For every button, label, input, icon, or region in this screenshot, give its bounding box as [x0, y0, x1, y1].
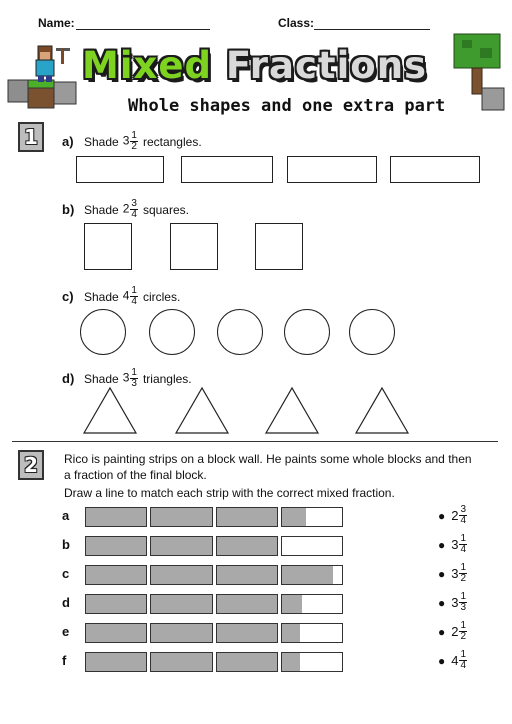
strip-block — [150, 623, 212, 643]
mixed-whole: 3 — [122, 133, 130, 148]
denominator: 4 — [460, 515, 467, 526]
triangles-row — [82, 386, 422, 436]
part-letter: b) — [62, 202, 75, 217]
fraction — [459, 505, 467, 526]
strip-block — [150, 652, 212, 672]
numerator: 1 — [131, 367, 137, 378]
worksheet-title — [82, 44, 427, 87]
fraction — [459, 621, 467, 642]
circle-shape[interactable] — [80, 309, 126, 355]
numerator: 1 — [460, 562, 467, 573]
circle-shape[interactable] — [284, 309, 330, 355]
strip-block — [85, 623, 147, 643]
q2-instruction: Draw a line to match each strip with the correct mixed fraction. — [64, 486, 395, 500]
fraction — [130, 199, 138, 220]
circle-shape[interactable] — [349, 309, 395, 355]
miner-blocks-illustration — [4, 40, 84, 112]
q2-text-line-2: a fraction of the final block. — [64, 468, 207, 482]
strip-block — [85, 594, 147, 614]
strip-block — [150, 565, 212, 585]
paint-strip[interactable] — [85, 565, 343, 585]
bullet-dot-icon: ● — [438, 508, 446, 523]
answer-option[interactable] — [438, 505, 468, 526]
part-prefix: Shade — [84, 202, 119, 217]
triangle-shape — [176, 388, 228, 433]
numerator: 1 — [460, 620, 467, 631]
mixed-whole: 3 — [451, 566, 459, 581]
answer-option[interactable] — [438, 621, 468, 642]
mixed-whole: 2 — [122, 201, 130, 216]
numerator: 1 — [460, 591, 467, 602]
fraction — [130, 286, 138, 307]
strip-block — [281, 565, 343, 585]
numerator: 1 — [131, 130, 137, 141]
strip-block — [85, 565, 147, 585]
strip-block — [281, 536, 343, 556]
title-word-mixed: Mixed — [82, 44, 212, 87]
strip-block — [150, 536, 212, 556]
mixed-whole: 3 — [451, 537, 459, 552]
part-prefix: Shade — [84, 134, 119, 149]
denominator: 2 — [131, 141, 137, 152]
square-shape[interactable] — [84, 223, 132, 270]
rectangle-shape[interactable] — [390, 156, 480, 183]
strip-block — [216, 536, 278, 556]
strip-label: d — [62, 595, 70, 610]
denominator: 2 — [460, 631, 467, 642]
strip-block — [150, 507, 212, 527]
mixed-whole: 4 — [122, 288, 130, 303]
numerator: 3 — [460, 504, 467, 515]
denominator: 3 — [460, 602, 467, 613]
answer-option[interactable] — [438, 592, 468, 613]
strip-block — [216, 623, 278, 643]
paint-strip[interactable] — [85, 536, 343, 556]
fraction — [459, 650, 467, 671]
square-shape[interactable] — [170, 223, 218, 270]
mixed-whole: 3 — [122, 370, 130, 385]
mixed-fraction — [123, 199, 139, 220]
class-field[interactable] — [314, 29, 430, 30]
bullet-dot-icon: ● — [438, 566, 446, 581]
q1-part-3 — [62, 286, 180, 307]
part-suffix: triangles. — [142, 371, 192, 386]
strip-block — [216, 594, 278, 614]
part-suffix: circles. — [142, 289, 181, 304]
numerator: 1 — [131, 285, 137, 296]
answer-option[interactable] — [438, 650, 468, 671]
fraction — [130, 131, 138, 152]
strip-block — [216, 565, 278, 585]
strip-block — [85, 652, 147, 672]
strip-block — [281, 623, 343, 643]
answer-option[interactable] — [438, 534, 468, 555]
rectangle-shape[interactable] — [287, 156, 377, 183]
strip-label: b — [62, 537, 70, 552]
section-divider — [12, 441, 498, 442]
mixed-whole: 2 — [451, 624, 459, 639]
strip-label: a — [62, 508, 70, 523]
denominator: 4 — [131, 296, 137, 307]
strip-block — [85, 507, 147, 527]
q2-text-line-1: Rico is painting strips on a block wall. He paints some whole blocks and then — [64, 452, 472, 466]
circle-shape[interactable] — [217, 309, 263, 355]
subtitle: Whole shapes and one extra part — [128, 96, 446, 116]
strip-block — [281, 594, 343, 614]
circle-shape[interactable] — [149, 309, 195, 355]
class-label: Class: — [278, 16, 315, 30]
mixed-fraction — [123, 131, 139, 152]
denominator: 4 — [460, 544, 467, 555]
denominator: 4 — [460, 660, 467, 671]
rectangle-shape[interactable] — [76, 156, 164, 183]
triangle-shape — [84, 388, 136, 433]
strip-label: f — [62, 653, 67, 668]
fraction — [459, 592, 467, 613]
bullet-dot-icon: ● — [438, 624, 446, 639]
part-prefix: Shade — [84, 289, 119, 304]
strip-block — [216, 507, 278, 527]
paint-strip[interactable] — [85, 507, 343, 527]
part-suffix: squares. — [142, 202, 189, 217]
part-suffix: rectangles. — [142, 134, 202, 149]
numerator: 1 — [460, 533, 467, 544]
mixed-fraction — [123, 286, 139, 307]
fraction — [459, 563, 467, 584]
mixed-whole: 3 — [451, 595, 459, 610]
mixed-whole: 2 — [451, 508, 459, 523]
q1-part-2 — [62, 199, 189, 220]
square-shape[interactable] — [255, 223, 303, 270]
strip-block — [150, 594, 212, 614]
name-field[interactable] — [76, 29, 210, 30]
part-letter: c) — [62, 289, 74, 304]
strip-block — [85, 536, 147, 556]
strip-block — [281, 507, 343, 527]
strip-block — [281, 652, 343, 672]
part-letter: d) — [62, 371, 75, 386]
fraction — [459, 534, 467, 555]
numerator: 1 — [460, 649, 467, 660]
question-1-badge: 1 — [18, 122, 44, 152]
triangle-shape — [266, 388, 318, 433]
part-letter: a) — [62, 134, 74, 149]
rectangle-shape[interactable] — [181, 156, 273, 183]
denominator: 3 — [131, 378, 137, 389]
title-word-fractions: Fractions — [225, 44, 428, 87]
mixed-whole: 4 — [451, 653, 459, 668]
name-label: Name: — [38, 16, 75, 30]
numerator: 3 — [131, 198, 137, 209]
paint-strip[interactable] — [85, 594, 343, 614]
bullet-dot-icon: ● — [438, 537, 446, 552]
strip-label: c — [62, 566, 70, 581]
denominator: 2 — [460, 573, 467, 584]
denominator: 4 — [131, 209, 137, 220]
paint-strip[interactable] — [85, 623, 343, 643]
strip-label: e — [62, 624, 70, 639]
tree-blocks-illustration — [448, 30, 510, 114]
bullet-dot-icon: ● — [438, 653, 446, 668]
bullet-dot-icon: ● — [438, 595, 446, 610]
part-prefix: Shade — [84, 371, 119, 386]
question-2-badge: 2 — [18, 450, 44, 480]
q1-part-1 — [62, 131, 202, 152]
strip-block — [216, 652, 278, 672]
paint-strip[interactable] — [85, 652, 343, 672]
answer-option[interactable] — [438, 563, 468, 584]
triangle-shape — [356, 388, 408, 433]
